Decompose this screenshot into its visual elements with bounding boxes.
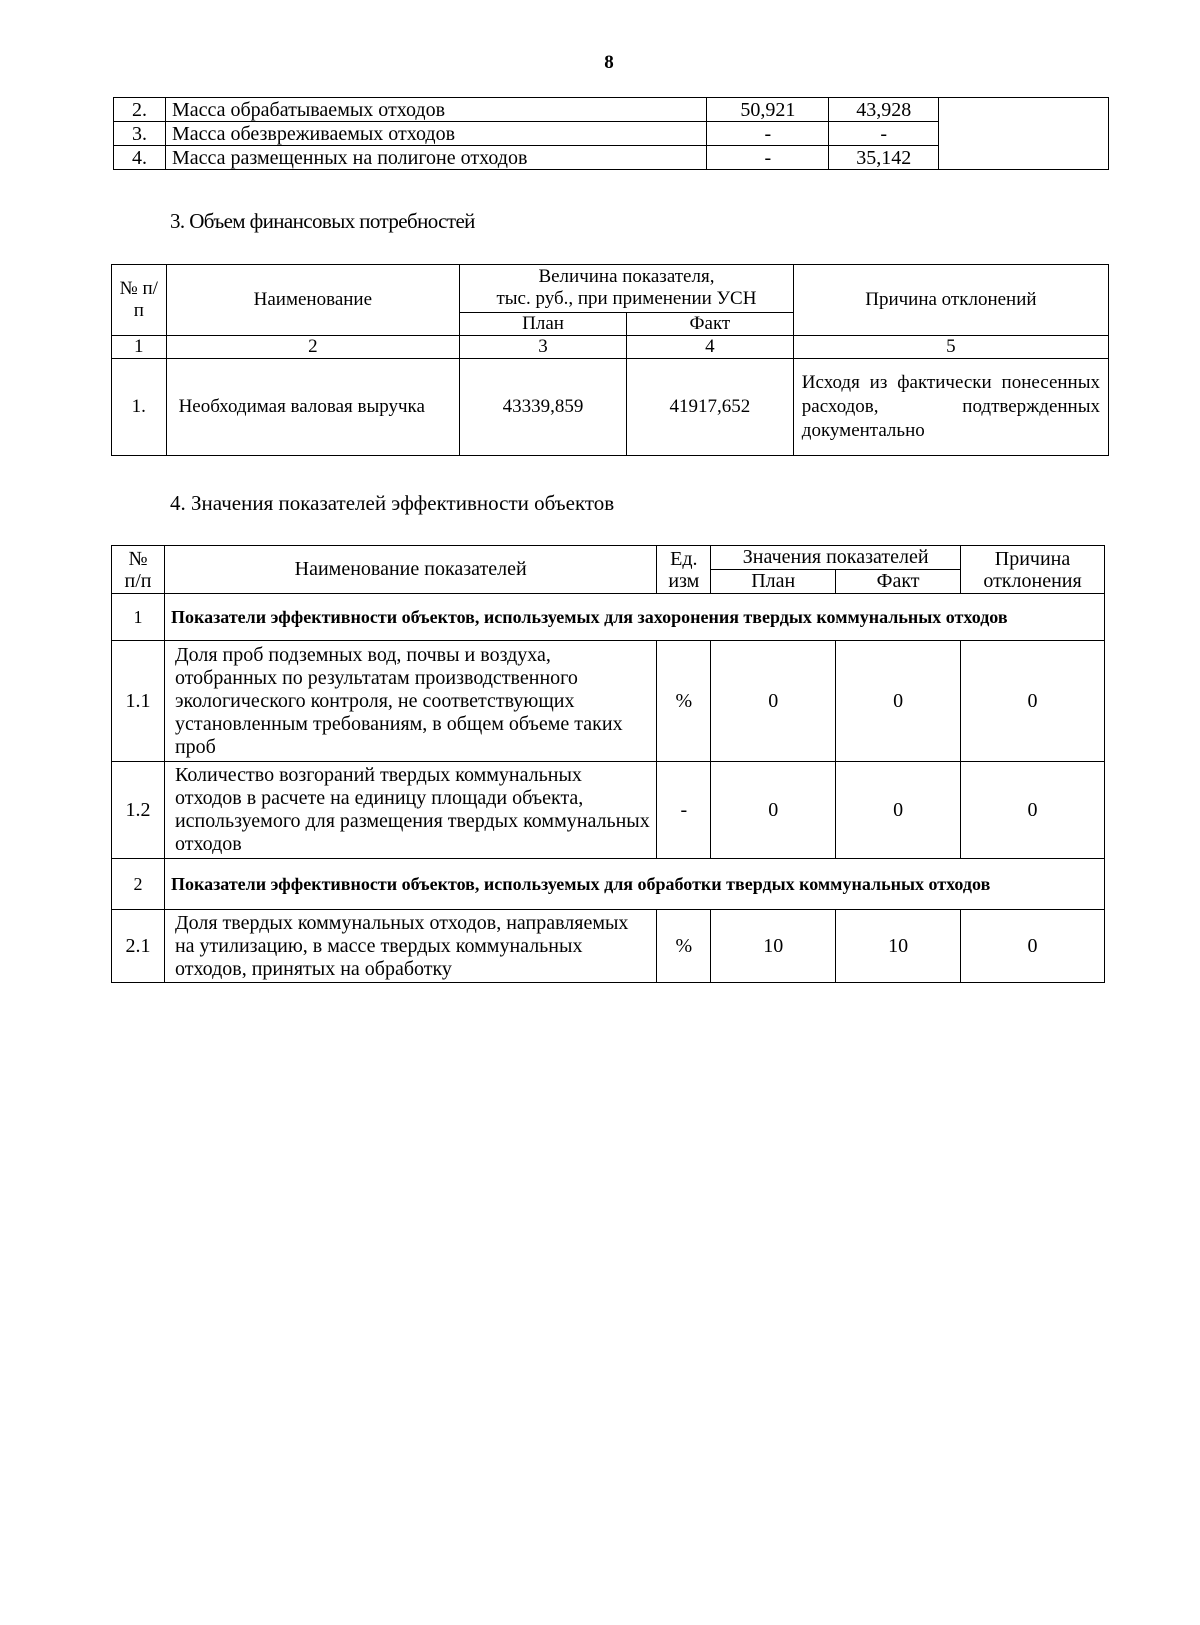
header-plan: План: [460, 312, 627, 335]
page-number: 8: [604, 52, 614, 73]
reason-cell: [939, 98, 1109, 170]
group-row: [112, 594, 1105, 641]
row-number: 4.: [114, 146, 166, 170]
financial-needs-table: [111, 264, 1109, 456]
header-values: Значения показателей: [711, 546, 961, 570]
row-name: Доля твердых коммунальных отходов, направляемых на утилизацию, в массе твердых коммунальных отходов, принятых на обработку: [164, 910, 656, 983]
plan-value: 50,921: [707, 98, 829, 122]
section-3-title: 3. Объем финансовых потребностей: [170, 209, 475, 233]
fact-value: 41917,652: [626, 359, 793, 456]
header-row: [112, 265, 1109, 313]
reason-value: 0: [961, 641, 1105, 762]
reason-value: 0: [961, 762, 1105, 859]
plan-value: -: [707, 146, 829, 170]
group-title: Показатели эффективности объектов, используемых для захоронения твердых коммунальных отходов: [164, 594, 1104, 641]
fact-value: -: [829, 122, 939, 146]
row-number: 3.: [114, 122, 166, 146]
table-row: [112, 359, 1109, 456]
header-num: № п/п: [112, 546, 165, 594]
col-num-5: 5: [793, 336, 1108, 359]
col-num-3: 3: [460, 336, 627, 359]
reason-value: 0: [961, 910, 1105, 983]
header-row: [112, 546, 1105, 570]
table-row: [112, 910, 1105, 983]
row-name: Масса обезвреживаемых отходов: [165, 122, 706, 146]
row-name: Масса размещенных на полигоне отходов: [165, 146, 706, 170]
header-value: [460, 265, 794, 313]
plan-value: 43339,859: [460, 359, 627, 456]
fact-value: 10: [836, 910, 961, 983]
header-name: Наименование: [166, 265, 460, 336]
row-name: Необходимая валовая выручка: [166, 359, 460, 456]
col-num-2: 2: [166, 336, 460, 359]
table-row: [114, 98, 1109, 122]
header-name: Наименование показателей: [164, 546, 656, 594]
header-fact: Факт: [836, 570, 961, 594]
group-title: Показатели эффективности объектов, используемых для обработки твердых коммунальных отходов: [164, 859, 1104, 910]
unit-value: %: [657, 641, 711, 762]
row-number: 1.2: [112, 762, 165, 859]
row-number: 1.1: [112, 641, 165, 762]
group-number: 2: [112, 859, 165, 910]
row-number: 2.1: [112, 910, 165, 983]
efficiency-indicators-table: [111, 545, 1105, 983]
fact-value: 43,928: [829, 98, 939, 122]
unit-value: -: [657, 762, 711, 859]
unit-value: %: [657, 910, 711, 983]
row-name: Количество возгораний твердых коммунальных отходов в расчете на единицу площади объекта, используемого для размещения твердых коммунальных отходов: [164, 762, 656, 859]
col-num-1: 1: [112, 336, 167, 359]
reason-value: Исходя из фактически понесенных расходов, подтвержденных документально: [793, 359, 1108, 456]
group-row: [112, 859, 1105, 910]
header-value-line1: Величина показателя,: [538, 266, 715, 288]
mass-table: [113, 97, 1109, 170]
column-number-row: [112, 336, 1109, 359]
table-row: [112, 762, 1105, 859]
header-reason: Причина отклонений: [793, 265, 1108, 336]
plan-value: 10: [711, 910, 836, 983]
header-reason: Причина отклонения: [961, 546, 1105, 594]
plan-value: -: [707, 122, 829, 146]
header-unit: Ед. изм: [657, 546, 711, 594]
row-name: Доля проб подземных вод, почвы и воздуха, отобранных по результатам производственного экологического контроля, не соответствующих установленным требованиям, в общем объеме таких проб: [164, 641, 656, 762]
fact-value: 0: [836, 762, 961, 859]
header-fact: Факт: [626, 312, 793, 335]
table-row: [112, 641, 1105, 762]
header-plan: План: [711, 570, 836, 594]
fact-value: 35,142: [829, 146, 939, 170]
row-name: Масса обрабатываемых отходов: [165, 98, 706, 122]
plan-value: 0: [711, 762, 836, 859]
row-number: 2.: [114, 98, 166, 122]
group-number: 1: [112, 594, 165, 641]
col-num-4: 4: [626, 336, 793, 359]
header-num: № п/п: [112, 265, 167, 336]
plan-value: 0: [711, 641, 836, 762]
header-value-line2: тыс. руб., при применении УСН: [496, 288, 757, 310]
fact-value: 0: [836, 641, 961, 762]
section-4-title: 4. Значения показателей эффективности объектов: [170, 491, 615, 515]
row-number: 1.: [112, 359, 167, 456]
